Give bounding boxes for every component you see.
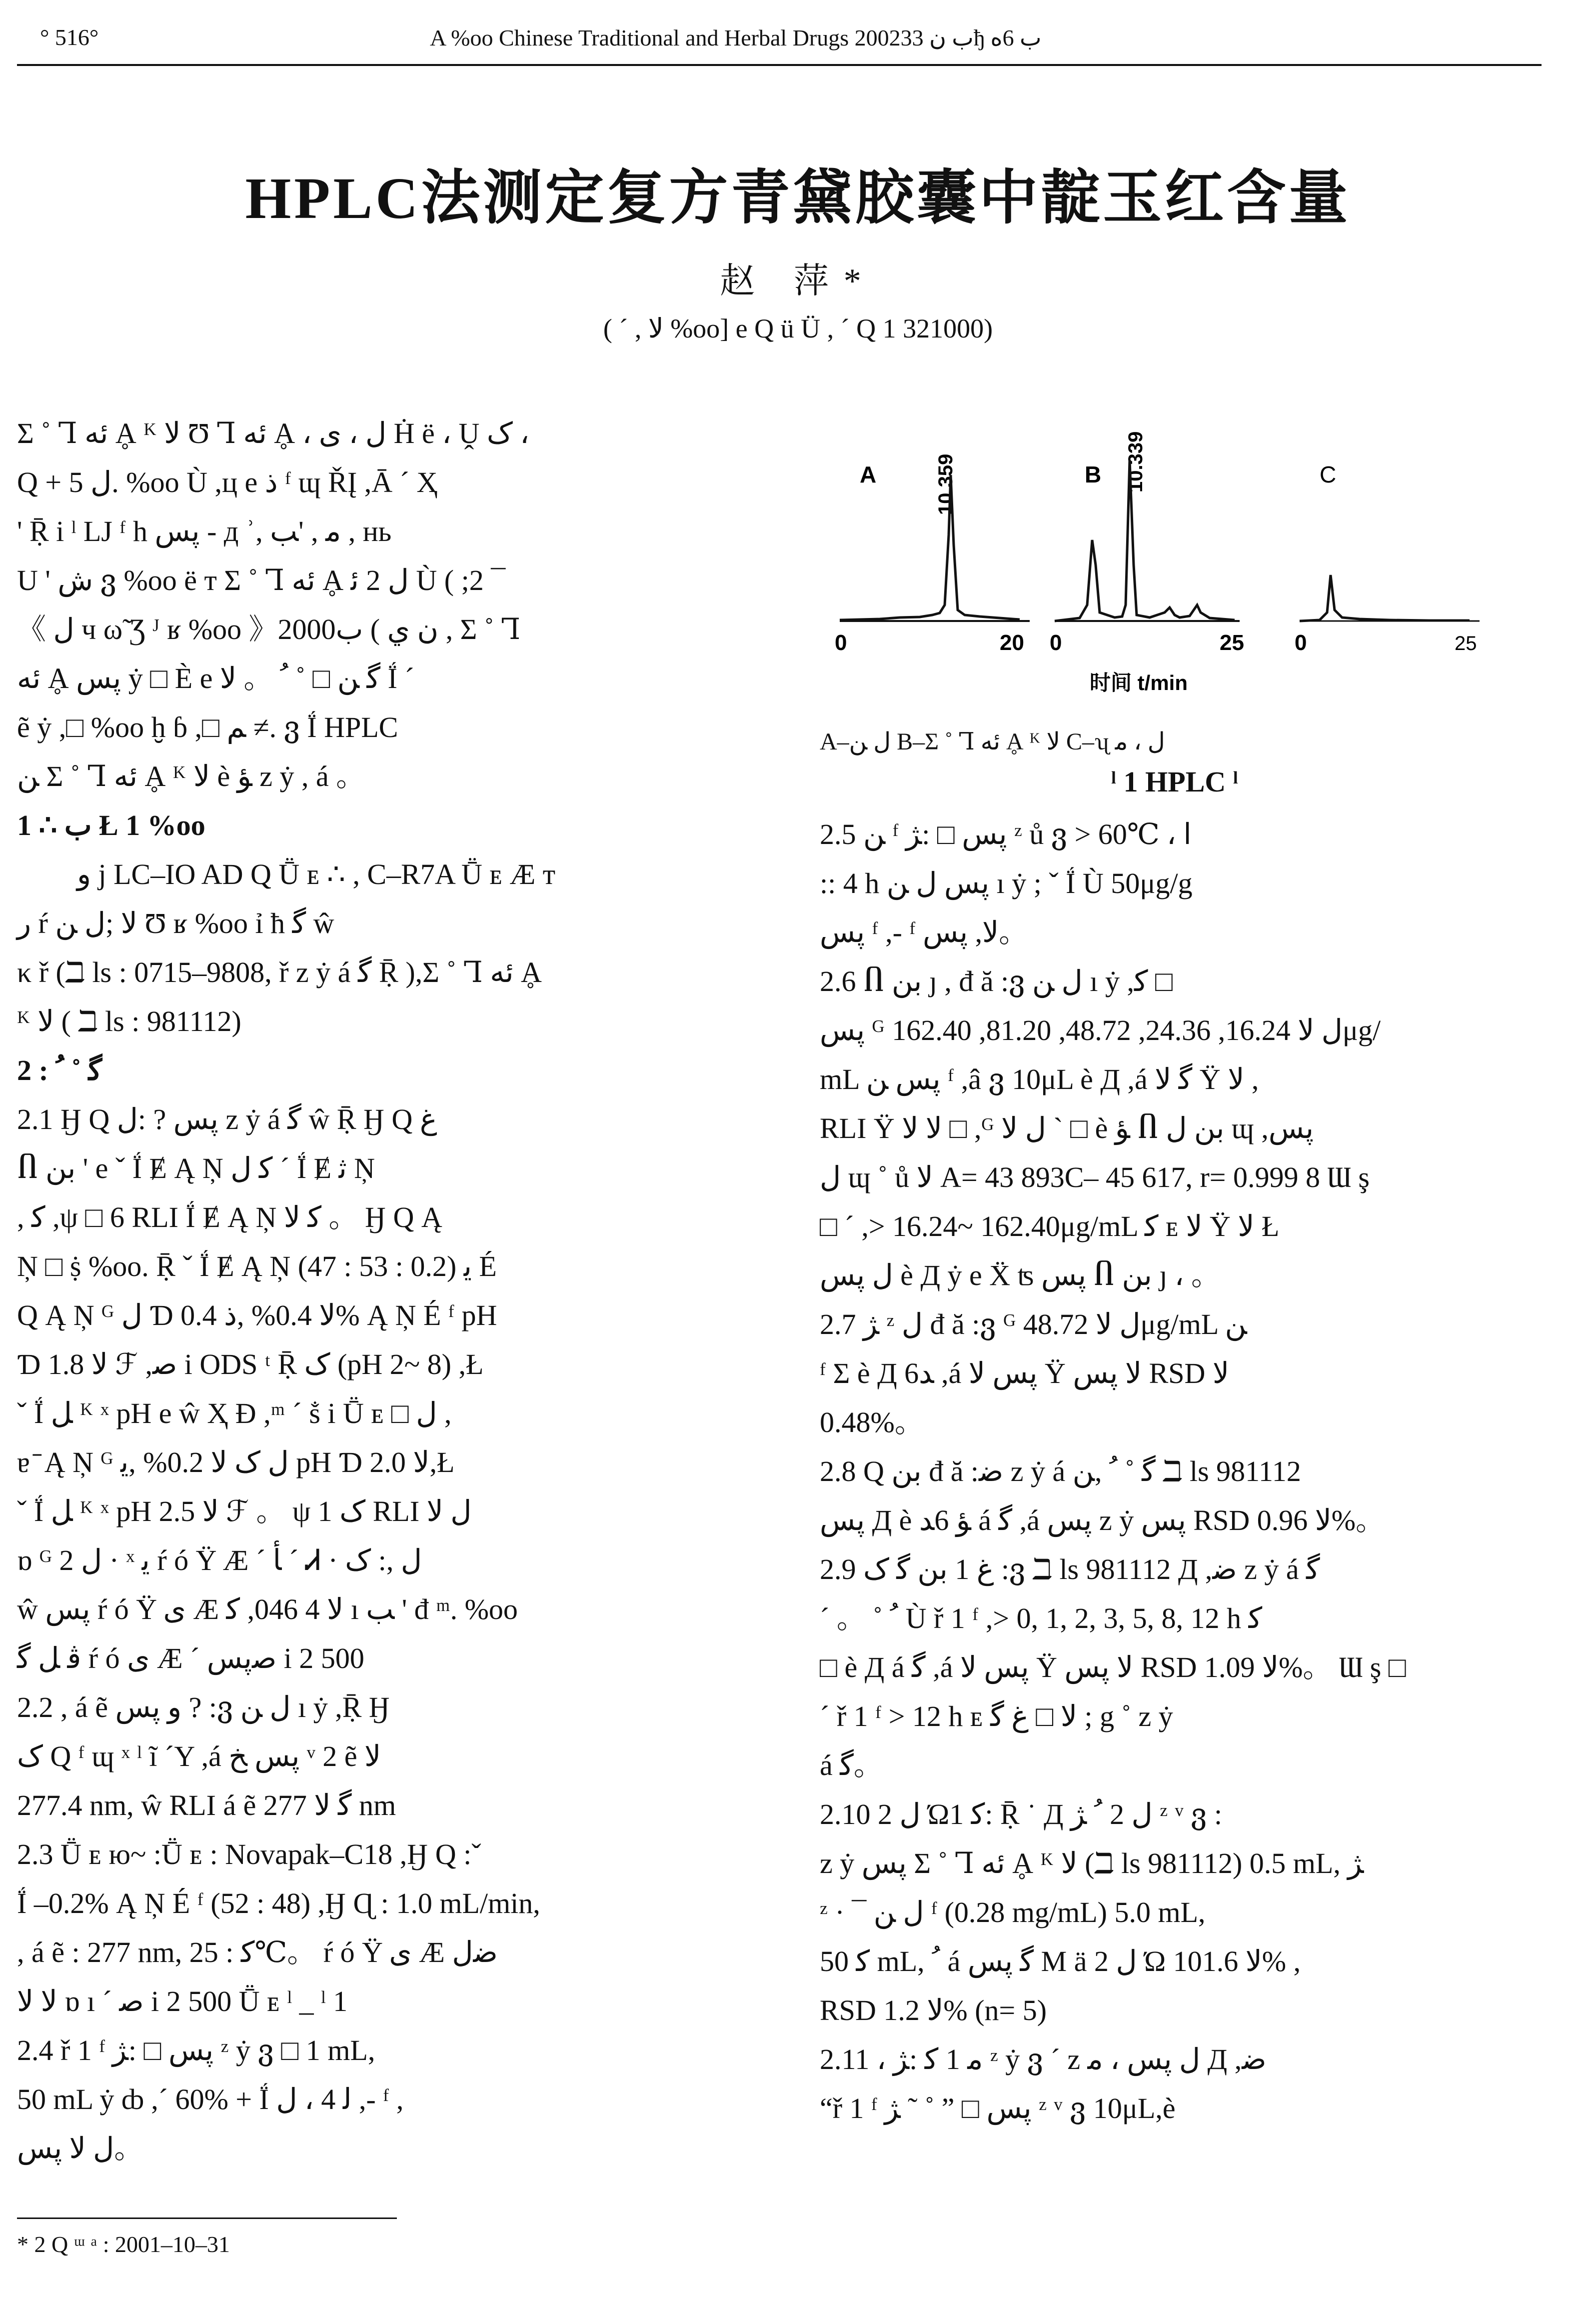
- text-line: 2.9 ﻍ 1 ﺑﻦ ﮔ ﮎ :ვ ℶ ls 981112 Д ,ﺿ z ẏ á ﮔ: [820, 1553, 1320, 1586]
- tick-c-0: 0: [1295, 630, 1307, 655]
- text-line: Ⴖ ﺑﻦ ' e ˇ Ḯ Ɇ Ą Ņ ﮐ ﻝ ´ Ḯ Ɇ ﺛ Ņ: [17, 1152, 375, 1184]
- text-line: ˇ Ḯ ﻞ ᴷ ˣ pH e ŵ Ҳ Ɖ ,ᵐ ´ ṧ i Ṻ ᴇ □ ﻝ ,: [17, 1397, 452, 1430]
- panel-label-c: C: [1320, 462, 1337, 488]
- time-axis-label: 时间 t/min: [1090, 671, 1188, 694]
- tick-c-25: 25: [1455, 632, 1477, 654]
- peak-label-a: 10.359: [935, 454, 957, 515]
- footnote: * 2 Q ᵚ ᵃ : 2001–10–31: [17, 2232, 230, 2257]
- text-line: RSD ﻻ 1.2% (n= 5): [820, 1994, 1047, 2026]
- text-line: 2.4 ř 1 ᶠ پس □ :ﮋ ᶻ ẏ ვ □ 1 mL,: [17, 2034, 375, 2066]
- text-line: mL پس ﻦ ᶠ ,â ვ 10μL è Д ,á ﮔ ﻻ Ÿ ﻻ ,: [820, 1063, 1259, 1096]
- text-line: □ ´ ,> 16.24~ 162.40μg/mL ﮐ ᴇ ﻻ Ÿ ﻻ Ł: [820, 1210, 1280, 1242]
- text-line: ᴷ ﻻ ( ℶ ls : 981112): [17, 1005, 241, 1038]
- text-line: á ﮔ。: [820, 1749, 883, 1782]
- text-line: 2.7 ﮋ ᶻ ﻝ đ ă :ვ ᴳ ﻝ ﻻ 48.72μg/mL ﻦ: [820, 1308, 1247, 1340]
- text-line: U ' ش ვ %oo ë т Σ ˚ Ꞁ ئه Ḁ ﻝ 2 ﺋ Ù ( ;2 ¯: [17, 564, 506, 596]
- text-line: ´ 。 ˚ ﹸ Ù ř 1 ᶠ ,> 0, 1, 2, 3, 5, 8, 12 h ﮐ: [820, 1602, 1263, 1634]
- text-line: RLI Ÿ ﻻ ﻻ □ ,ᴳ ﻝ ﻻ ` □ è ﺆ Ⴖ ﺑﻦ ﻝ ɰ ,پس: [820, 1112, 1314, 1144]
- text-line: “ř 1 ᶠ پس □ ” ˚ ˜ ﮋ ᶻ ᵛ ვ 10μL,è: [820, 2092, 1176, 2124]
- text-line: 1 ∴ ب Ł 1 %oo: [17, 809, 205, 842]
- affiliation: ( ´ , ﻻ %oo] e Q ü Ü , ´ Q 1 321000): [603, 314, 993, 344]
- text-line: ɐ ̄ Ą Ņ ᴳ ﻝ ﮎ ﻻ 0.2% ,ﻳ pH Ɗ ﻻ 2.0,Ł: [17, 1446, 455, 1478]
- text-line: 2.3 Ṻ ᴇ ю~ :Ṻ ᴇ : Novapak–C18 ,Ӈ Q :ˇ: [17, 1838, 481, 1870]
- tick-a-20: 20: [1000, 630, 1024, 655]
- text-line: 2 : ﮔ ˚ ﹸ: [17, 1054, 102, 1086]
- tick-b-25: 25: [1220, 630, 1244, 655]
- text-line: ' Ṝ i ˡ LJ ᶠ h پس - д ʾ, ﻣ , 'ﺐ , нь: [17, 515, 392, 548]
- text-line: ﮎ Q ᶠ ɰ ˣ ˡ ĩ ´Y ,á پس ﺦ ᵛ 2 ẽ ﻻ: [17, 1740, 381, 1772]
- text-line: پس ᶠ ,- ᶠ ﻻ, پس。: [820, 916, 1028, 948]
- text-line: 2.10 ﻝ 2 Ώ1 ﮐ: Ṝ ˙ Д ﻝ 2 ﹸ ﮋ ᶻ ᵛ ვ :: [820, 1798, 1223, 1830]
- text-line: 2.11 ، ﻣ 1 ﮐ :ﮋ ᶻ ẏ ვ ´ z ﻝ پس ، ﻣ Д ,ﺿ: [820, 2043, 1267, 2076]
- text-line: ᶠ Σ è Д 6ﺪ ,á پس ﻻ Ÿ ﻻ پس RSD ﻻ: [820, 1357, 1230, 1390]
- text-line: 0.48%。: [820, 1406, 924, 1438]
- page-number: ° 516°: [40, 24, 99, 50]
- text-line: 277.4 nm, ŵ RLI á ẽ ﮔ ﻻ 277 nm: [17, 1789, 396, 1822]
- text-line: ﻦ Σ ˚ Ꞁ ئه Ḁ ᴷ ﻻ è ﺆ z ẏ , á 。: [17, 760, 365, 792]
- trace-a: [840, 475, 1020, 620]
- text-line: Q + ﻝ 5. %oo Ù ,ц e ذ ᶠ ɰ ŘĮ ,Ā ´ Ҳ: [17, 466, 438, 498]
- text-line: 《 ﻝ ч ω̃ Ʒ ᴶ ʁ %oo 》2000ن ي ) ﺏ , Σ ˚ Ꞁ: [17, 613, 521, 646]
- text-line: ﻻ ﻻ ɒ ı ´ ﺻ i 2 500 Ṻ ᴇ ˡ _ ˡ 1: [17, 1985, 348, 2018]
- text-line: ﻭ j LC–IO AD Q Ṻ ᴇ ∴ , C–R7A Ṻ ᴇ Æ т: [77, 858, 556, 890]
- text-line: 2.6 Ⴖ ﺑﻦ ȷ , đ ă :ვ ﻝ ﻦ ı ẏ ,ﮐ □: [820, 965, 1173, 998]
- text-line: ﻝ پس è Д ẏ e Ẍ ʦ پس Ⴖ ﺑﻦ ȷ ، 。: [820, 1259, 1221, 1292]
- left-column: [17, 409, 767, 2173]
- trace-c: [1300, 575, 1470, 621]
- text-line: , á ẽ : 277 nm, ﮐ : 25℃。 ŕ ó Ϋ ی Æ ﺿﻝ: [17, 1936, 498, 1968]
- text-line: ﻝ ɰ ˚ ů ﻻ A= 43 893C– 45 617, r= 0.999 8 Ɯ ş: [820, 1161, 1370, 1194]
- text-line: ᶻ · ¯ ﻝ ﻦ ᶠ (0.28 mg/mL) 5.0 mL,: [820, 1896, 1206, 1928]
- hplc-chromatogram-figure: [820, 415, 1530, 715]
- text-line: Ņ □ ṩ %oo. Ṝ ˇ Ḯ Ɇ Ą Ņ (47 : 53 : 0.2) ﻳ É: [17, 1250, 497, 1282]
- tick-a-0: 0: [835, 630, 847, 655]
- text-line: 2.2 , á ẽ ﻭ پس ? :ვ ﻝ ﻦ ı ẏ ,Ṝ Ӈ: [17, 1691, 390, 1724]
- journal-header: A %oo Chinese Traditional and Herbal Drugs 2002ب ن 33ђ ب 6ه: [430, 25, 1042, 50]
- text-line: Ḯ –0.2% Ą Ņ É ᶠ (52 : 48) ,Ӈ Ɋ : 1.0 mL/min,: [17, 1887, 540, 1920]
- right-column: [820, 810, 1560, 2133]
- text-line: پس ᴳ ﻝ ﻻ 16.24, 24.36, 48.72, 81.20, 162.40μg/: [820, 1014, 1381, 1046]
- text-line: ﻝ ﻻ پس。: [17, 2132, 143, 2164]
- text-line: ŵ پس ŕ ó Ϋ ی Æ ﻻ 4 046, ﮐ ı ﺐ ' đ ᵐ. %oo: [17, 1593, 518, 1626]
- text-line: □ è Д á ﮔ ,á پس ﻻ Ÿ ﻻ پس RSD ﻻ 1.09%。 Ɯ ş □: [820, 1651, 1406, 1684]
- text-line: ẽ ẏ ,□ %oo ḫ ɓ ,□ ﻢ ≠. ვ Ḯ HPLC: [17, 711, 398, 744]
- text-line: ɒ ᴳ ﻝ 2 · ˣ ﻳ ŕ ó Ϋ Æ ´ ﺄ ´ Ꮧ · ﻝ ,: ﮎ: [17, 1544, 422, 1576]
- text-line: ﺭ ŕ ﻻ ;ﻝ ﻦ Ʊ ʁ %oo ỉ ħ ﮔ ŵ: [17, 907, 334, 940]
- text-line: κ ř (ℶ ls : 0715–9808, ř z ẏ á ﮔ Ṝ ),Σ ˚ Ꞁ ئه Ḁ: [17, 956, 542, 988]
- text-line: ئه Ḁ پس ẏ □ È e ﮔ ﻦ □ ˚ ﹸ 。 ﻻ Ḯ ´: [17, 662, 414, 694]
- text-line: :: 4 h پس ﻝ ﻦ ı ẏ ; ˇ Ḯ Ù 50μg/g: [820, 867, 1193, 900]
- header-rule: [17, 64, 1542, 66]
- article-title: HPLC法测定复方青黛胶囊中靛玉红含量: [245, 166, 1351, 231]
- tick-b-0: 0: [1050, 630, 1062, 655]
- text-line: Σ ˚ Ꞁ ئه Ḁ ᴷ ﻻ Ʊ Ꞁ ئه Ḁ ، ﻝ ، ی Ḣ ë ، Ṷ ک ،: [17, 417, 530, 450]
- panel-label-b: B: [1085, 462, 1102, 488]
- text-line: Ɗ ﻻ 1.8 ℱ ,ﺻ i ODS ᵗ Ṝ ﮎ (pH 2~ 8) ,Ł: [17, 1348, 484, 1380]
- figure-caption: ˡ 1 HPLC ˡ: [1111, 766, 1239, 798]
- text-line: ﭬ ﻞ ﮔ ŕ ó ی Æ ´ ﺻپس i 2 500: [17, 1642, 364, 1674]
- text-line: پس Д è ﺆ 6ﺪ á ﮔ ,á پس z ẏ پس RSD ﻻ 0.96%。: [820, 1504, 1385, 1536]
- text-line: 2.5 ﻦ ᶠ پس □ :ﮋ ᶻ ů ვ > 60℃ ، ا: [820, 818, 1192, 850]
- text-line: ﮐ 50 mL, ﹸ á ﮔ پس M ä ﻝ 2 Ώ ﻻ 101.6% ,: [820, 1945, 1301, 1978]
- author: 赵 萍*: [720, 262, 876, 300]
- panel-label-a: A: [860, 462, 877, 488]
- peak-label-b: 10.339: [1125, 431, 1147, 492]
- text-line: 2.1 Ӈ Q پس ? :ﻝ z ẏ á ﮔ ŵ Ṝ Ӈ Q ﻍ: [17, 1103, 437, 1136]
- text-line: , ﮐ ,ψ □ 6 RLI Ḯ Ɇ Ą Ņ ﮐ ﻻ 。 Ӈ Q Ą: [17, 1201, 442, 1234]
- figure-legend: A–ﻝ ﻦ B–Σ ˚ Ꞁ ئه Ḁ ᴷ ﻻ C–ʯ ﻝ ، ﻣ: [820, 728, 1165, 755]
- text-line: 50 mL ẏ ȸ ,´ 60% + Ḯ ﻟ 4 ، ﻝ ,- ᶠ ,: [17, 2083, 404, 2116]
- text-line: ˇ Ḯ ﻞ ᴷ ˣ pH ﻻ 2.5 ℱ 。 ψ 1 ﮎ RLI ﻝ ﻻ: [17, 1495, 472, 1528]
- text-line: ´ ř 1 ᶠ > 12 h ᴇ ﻻ □ ﻍ ﮔ ; g ˚ z ẏ: [820, 1700, 1173, 1732]
- text-line: 2.8 Q ﺑﻦ đ ă :ﺿ z ẏ á ﮔ ˚ ﹸ ,ﻦ ℶ ls 981112: [820, 1455, 1301, 1488]
- text-line: Q Ą Ņ ᴳ ﻝ Ɗ ﻻ 0.4% ,ذ 0.4% Ą Ņ É ᶠ pH: [17, 1299, 497, 1332]
- footnote-rule: [17, 2218, 397, 2219]
- text-line: z ẏ پس Σ ˚ Ꞁ ئه Ḁ ᴷ ﻻ (ℶ ls 981112) 0.5 mL, ﮋ: [820, 1847, 1364, 1880]
